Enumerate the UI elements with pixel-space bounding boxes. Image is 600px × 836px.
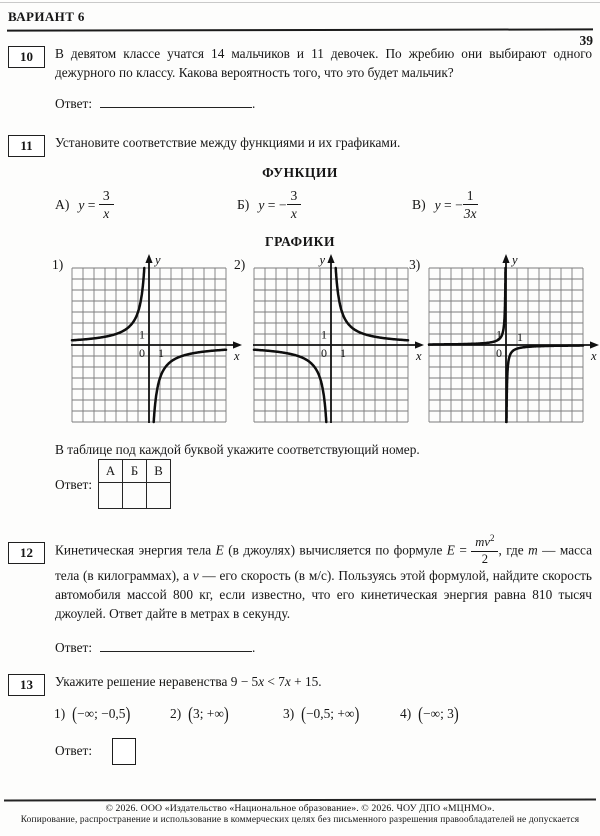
option-label: 3) [283, 706, 295, 721]
answer-cell-v[interactable] [147, 483, 171, 509]
graph-3-label: 3) [409, 257, 421, 272]
fraction-denominator: 2 [481, 552, 489, 567]
minus-sign: − [455, 197, 463, 213]
page-number: 39 [579, 33, 593, 48]
close-paren: ) [453, 704, 459, 726]
kinetic-energy-fraction [471, 534, 498, 566]
open-paren: ( [188, 704, 193, 726]
option-4 [400, 706, 459, 724]
formula-lhs: E [446, 542, 455, 558]
function-option-b [237, 188, 301, 221]
interval: 3; +∞ [193, 706, 224, 721]
equals-sign: = [454, 542, 472, 558]
option-label: 1) [54, 706, 66, 721]
variant-title: ВАРИАНТ 6 [8, 9, 85, 24]
answer-blank-line[interactable] [100, 648, 252, 652]
fraction-numerator [471, 534, 498, 552]
problem-10-answer-row [55, 96, 255, 112]
equals-sign: = [440, 197, 456, 213]
hyperbola-plot-3 [423, 253, 600, 428]
option-label: 4) [400, 706, 412, 721]
graph-1 [46, 253, 246, 431]
svg-text:1: 1 [496, 327, 502, 342]
problem-11-answer-label [55, 477, 100, 493]
svg-text:1: 1 [321, 327, 327, 342]
problem-13-answer-row [55, 738, 136, 765]
fraction [463, 189, 478, 221]
options-row [0, 706, 600, 732]
option-letter: А) [55, 197, 70, 213]
fraction [287, 189, 302, 221]
graph-3 [403, 253, 600, 431]
problem-13-number: 13 [8, 674, 45, 696]
fraction-denominator: 3x [463, 205, 477, 221]
graphs-heading: ГРАФИКИ [265, 234, 335, 249]
text-segment: (в джоулях) вычисляется по формуле [223, 542, 447, 558]
fraction [99, 189, 114, 221]
svg-text:x: x [591, 349, 597, 363]
svg-text:1: 1 [340, 346, 346, 360]
inequality-part: + 15. [290, 674, 322, 689]
answer-cell-a[interactable] [99, 483, 123, 509]
minus-sign: − [278, 197, 287, 213]
answer-table-header-row [99, 460, 171, 483]
option-label: 2) [170, 706, 182, 721]
option-letter: Б) [237, 197, 250, 213]
answer-label: Ответ: [55, 742, 93, 758]
header-rule [7, 28, 593, 32]
answer-label: Ответ: [55, 640, 93, 655]
page-top-edge [0, 2, 600, 3]
fraction-numerator: 3 [99, 189, 114, 205]
svg-text:0: 0 [496, 346, 502, 360]
footer-rule [4, 798, 596, 801]
variable-x: x [284, 674, 291, 689]
svg-text:y: y [319, 253, 325, 267]
variable-m: m [528, 542, 538, 558]
svg-text:1: 1 [517, 330, 523, 344]
interval: −∞; 3 [423, 706, 454, 721]
problem-13-text [55, 672, 592, 691]
interval: −0,5; +∞ [306, 706, 355, 721]
fraction-numerator: 1 [463, 189, 478, 205]
graph-2-label: 2) [234, 257, 246, 272]
svg-text:1: 1 [158, 346, 164, 360]
text-segment: — масса тела (в килограммах), а [55, 542, 592, 583]
exponent-2: 2 [489, 533, 495, 543]
svg-text:x: x [234, 349, 240, 363]
answer-label: Ответ: [55, 96, 93, 111]
interval: −∞; −0,5 [77, 706, 126, 721]
variables-mv: mv [475, 535, 490, 550]
variable-y: y [78, 197, 85, 213]
variable-y: y [434, 197, 441, 213]
function-option-a [55, 188, 114, 221]
inequality-part: 9 − 5 [230, 674, 259, 689]
option-3 [283, 706, 359, 724]
table-note: В таблице под каждой буквой укажите соответствующий номер. [55, 442, 420, 457]
problem-11-text: Установите соответствие между функциями и их графиками. [55, 135, 401, 150]
text-segment: — его скорость (в м/с). Пользуясь этой формулой, найдите скорость автомобиля массой 800 кг, если известно, что его кинетическая энергия равна 810 тысяч джоулей. Ответ дайте в метрах в секунду. [55, 567, 592, 622]
equals-sign: = [264, 197, 279, 213]
open-paren: ( [301, 704, 306, 726]
fraction-numerator: 3 [287, 189, 302, 205]
answer-label: Ответ: [55, 477, 93, 492]
problem-10-number: 10 [8, 46, 45, 68]
variable-E: E [215, 542, 224, 558]
svg-text:1: 1 [139, 327, 145, 342]
close-paren: ) [354, 704, 360, 726]
option-letter: В) [412, 197, 426, 213]
problem-12-answer-row [55, 640, 255, 656]
svg-text:y: y [512, 253, 518, 267]
graph-1-label: 1) [52, 257, 64, 272]
answer-period: . [252, 96, 256, 111]
problem-12-text [55, 533, 592, 624]
function-option-v [412, 188, 478, 221]
footer-copyright: © 2026. ООО «Издательство «Национальное образование». © 2026. ЧОУ ДПО «МЦНМО». [105, 803, 495, 814]
functions-row [0, 188, 600, 236]
text-segment: Кинетическая энергия тела [55, 542, 216, 558]
option-1 [54, 706, 130, 724]
svg-text:0: 0 [139, 346, 145, 360]
problem-11-number: 11 [8, 135, 45, 157]
graph-2 [228, 253, 428, 431]
close-paren: ) [125, 704, 131, 726]
hyperbola-plot-1 [66, 253, 246, 428]
svg-text:0: 0 [321, 346, 327, 360]
fraction-denominator: x [290, 205, 297, 221]
svg-text:x: x [416, 349, 422, 363]
variable-y: y [258, 197, 265, 213]
answer-table-input-row [99, 483, 171, 509]
open-paren: ( [72, 704, 77, 726]
hyperbola-plot-2 [248, 253, 425, 428]
equals-sign: = [84, 197, 99, 213]
answer-blank-line[interactable] [100, 104, 252, 108]
functions-heading: ФУНКЦИИ [262, 165, 338, 180]
option-2 [170, 706, 229, 724]
answer-table [98, 459, 171, 509]
answer-cell-b[interactable] [123, 483, 147, 509]
header-cell-a: А [99, 460, 123, 483]
svg-text:y: y [155, 253, 161, 267]
variable-x: x [258, 674, 265, 689]
close-paren: ) [223, 704, 229, 726]
footer-notice: Копирование, распространение и использование в коммерческих целях без письменного разрешения правообладателей не допускается [20, 814, 580, 825]
answer-period: . [252, 640, 256, 655]
answer-box[interactable] [112, 738, 136, 765]
text-segment: , где [498, 542, 529, 558]
fraction-denominator: x [103, 205, 110, 221]
header-cell-v: В [147, 460, 171, 483]
problem-12-number: 12 [8, 542, 45, 564]
open-paren: ( [418, 704, 423, 726]
header-cell-b: Б [123, 460, 147, 483]
variable-v: v [192, 567, 199, 583]
problem-10-text: В девятом классе учатся 14 мальчиков и 11 девочек. По жребию они выбирают одного дежурного по классу. Какова вероятность того, что это будет мальчик? [55, 46, 592, 81]
text-segment: Укажите решение неравенства [55, 674, 231, 689]
inequality-part: < 7 [264, 674, 285, 689]
